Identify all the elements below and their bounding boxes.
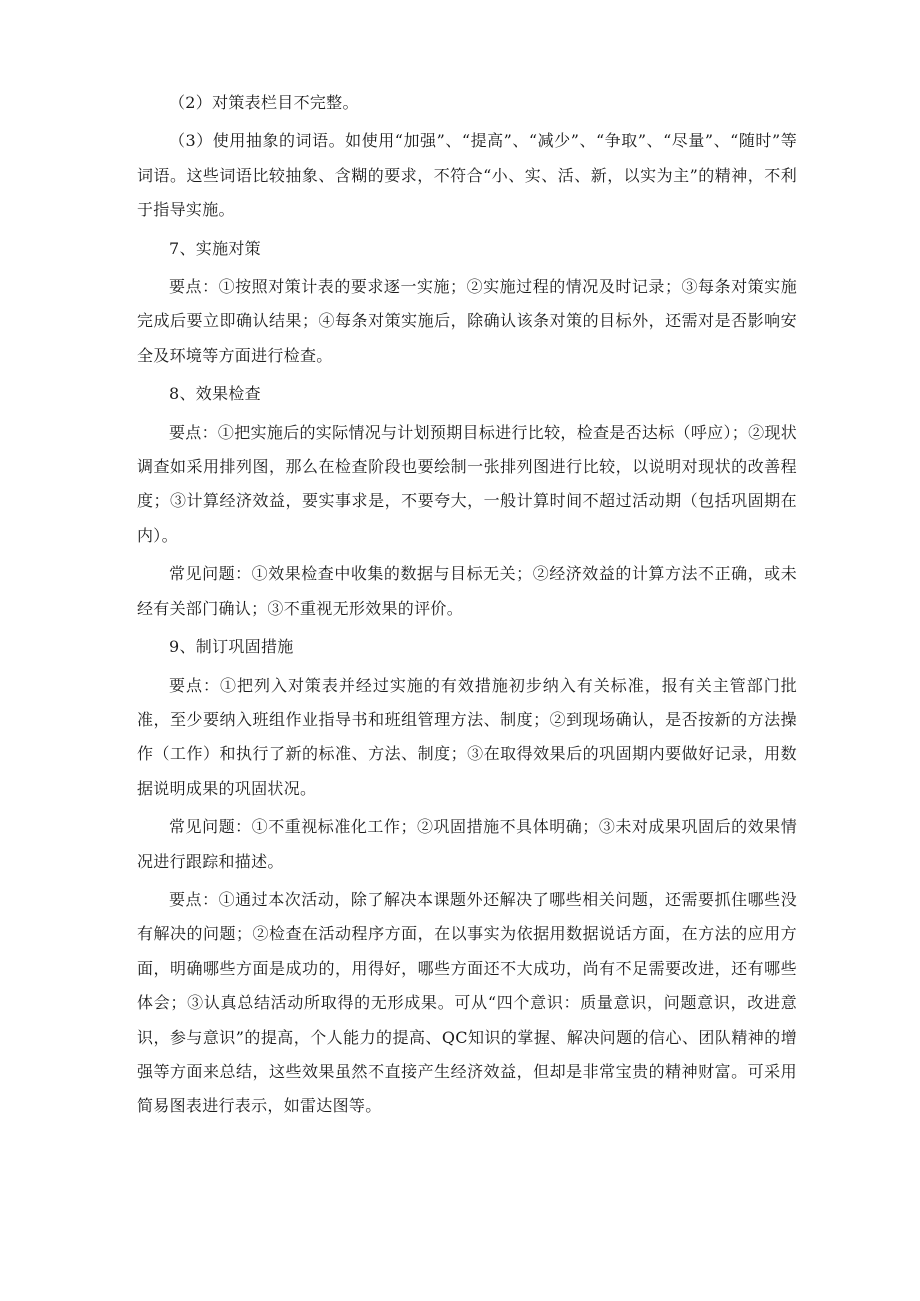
paragraph-effect-check-keypoints: 要点：①把实施后的实际情况与计划预期目标进行比较，检查是否达标（呼应）；②现状调查如采用排列图，那么在检查阶段也要绘制一张排列图进行比较，以说明对现状的改善程度；③计算经济效益，要实事求是，不要夸大，一般计算时间不超过活动期（包括巩固期在内）。 [137, 422, 797, 545]
paragraph-countermeasure-table-incomplete: （2）对策表栏目不完整。 [169, 93, 359, 112]
paragraph-summary-keypoints: 要点：①通过本次活动，除了解决本课题外还解决了哪些相关问题，还需要抓住哪些没有解决的问题；②检查在活动程序方面，在以事实为依据用数据说话方面，在方法的应用方面，明确哪些方面是成功的，用得好，哪些方面还不大成功，尚有不足需要改进，还有哪些体会；③认真总结活动所取得的无形成果。可从“四个意识：质量意识，问题意识，改进意识，参与意识”的提高，个人能力的提高、QC知识的掌握、解决问题的信心、团队精神的增强等方面来总结，这些效果虽然不直接产生经济效益，但却是非常宝贵的精神财富。可采用简易图表进行表示，如雷达图等。 [137, 889, 797, 1116]
paragraph-consolidation-keypoints: 要点：①把列入对策表并经过实施的有效措施初步纳入有关标准，报有关主管部门批准，至少要纳入班组作业指导书和班组管理方法、制度；②到现场确认，是否按新的方法操作（工作）和执行了新的标准、方法、制度；③在取得效果后的巩固期内要做好记录，用数据说明成果的巩固状况。 [137, 675, 797, 798]
section-heading-9: 9、制订巩固措施 [169, 637, 294, 657]
paragraph-consolidation-problems: 常见问题：①不重视标准化工作；②巩固措施不具体明确；③未对成果巩固后的效果情况进行跟踪和描述。 [137, 817, 797, 871]
paragraph-abstract-wording: （3）使用抽象的词语。如使用“加强”、“提高”、“减少”、“争取”、“尽量”、“随时”等词语。这些词语比较抽象、含糊的要求，不符合“小、实、活、新，以实为主”的精神，不利于指导实施。 [137, 131, 797, 220]
paragraph-effect-check-problems: 常见问题：①效果检查中收集的数据与目标无关；②经济效益的计算方法不正确，或未经有关部门确认；③不重视无形效果的评价。 [137, 564, 797, 618]
section-heading-7: 7、实施对策 [169, 238, 261, 258]
document-body [137, 86, 797, 1124]
paragraph-implementation-keypoints: 要点：①按照对策计表的要求逐一实施；②实施过程的情况及时记录；③每条对策实施完成后要立即确认结果；④每条对策实施后，除确认该条对策的目标外，还需对是否影响安全及环境等方面进行检查。 [137, 277, 797, 365]
section-heading-8: 8、效果检查 [169, 384, 261, 404]
